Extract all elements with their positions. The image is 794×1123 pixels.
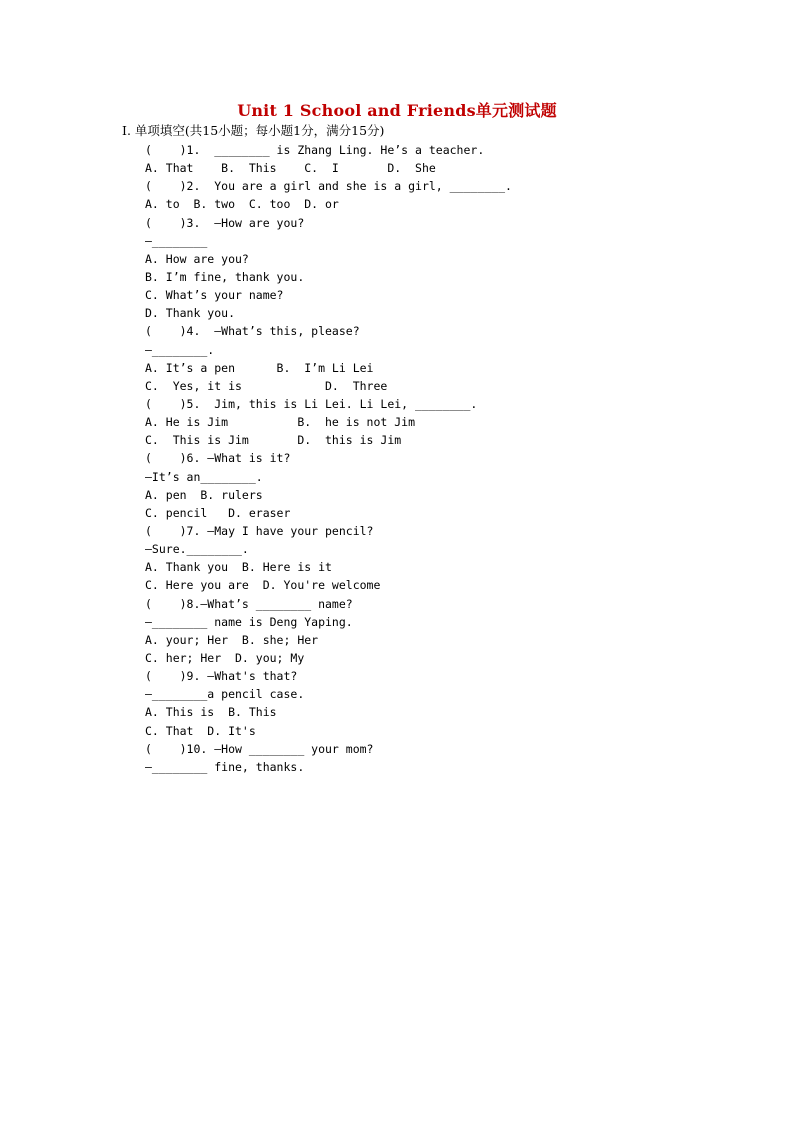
question-6-options-cd: C. pencil D. eraser <box>145 505 291 520</box>
question-8-blank: —________ name is Deng Yaping. <box>145 614 353 629</box>
question-3-option-b: B. I’m fine, thank you. <box>145 269 305 284</box>
question-4-options-ab: A. It’s a pen B. I’m Li Lei <box>145 360 374 375</box>
section-heading: Ⅰ. 单项填空(共15小题；每小题1分，满分15分) <box>122 123 385 138</box>
question-6-stem: ( )6. —What is it? <box>145 451 291 466</box>
question-3-stem: ( )3. —How are you? <box>145 215 305 230</box>
question-9-options-ab: A. This is B. This <box>145 705 277 720</box>
question-7-stem: ( )7. —May I have your pencil? <box>145 523 374 538</box>
question-5-options-cd: C. This is Jim D. this is Jim <box>145 433 402 448</box>
question-8-options-cd: C. her; Her D. you; My <box>145 650 305 665</box>
question-2-options: A. to B. two C. too D. or <box>145 197 339 212</box>
question-3-option-d: D. Thank you. <box>145 306 236 321</box>
question-10-blank: —________ fine, thanks. <box>145 759 305 774</box>
question-4-stem: ( )4. —What’s this, please? <box>145 324 360 339</box>
question-7-options-ab: A. Thank you B. Here is it <box>145 560 332 575</box>
question-7-options-cd: C. Here you are D. You're welcome <box>145 578 381 593</box>
question-5-stem: ( )5. Jim, this is Li Lei. Li Lei, ________. <box>145 396 478 411</box>
question-9-stem: ( )9. —What's that? <box>145 669 298 684</box>
question-body <box>145 141 705 776</box>
question-1-stem: ( )1. ________ is Zhang Ling. He’s a teacher. <box>145 143 485 157</box>
question-4-options-cd: C. Yes, it is D. Three <box>145 378 388 393</box>
question-4-blank: —________. <box>145 342 215 357</box>
question-3-blank: —________ <box>145 233 208 248</box>
question-1-options: A. That B. This C. I D. She <box>145 161 436 176</box>
question-9-options-cd: C. That D. It's <box>145 723 256 738</box>
question-5-options-ab: A. He is Jim B. he is not Jim <box>145 415 416 430</box>
question-6-blank: —It’s an________. <box>145 469 263 484</box>
question-6-options-ab: A. pen B. rulers <box>145 487 263 502</box>
question-9-blank: —________a pencil case. <box>145 687 305 702</box>
question-3-option-a: A. How are you? <box>145 251 249 266</box>
question-2-stem: ( )2. You are a girl and she is a girl, ________. <box>145 179 512 194</box>
question-8-options-ab: A. your; Her B. she; Her <box>145 632 319 647</box>
question-3-option-c: C. What’s your name? <box>145 288 284 303</box>
question-7-blank: —Sure.________. <box>145 542 249 557</box>
page-title: Unit 1 School and Friends单元测试题 <box>237 101 557 120</box>
question-8-stem: ( )8.—What’s ________ name? <box>145 596 353 611</box>
question-10-stem: ( )10. —How ________ your mom? <box>145 741 374 756</box>
